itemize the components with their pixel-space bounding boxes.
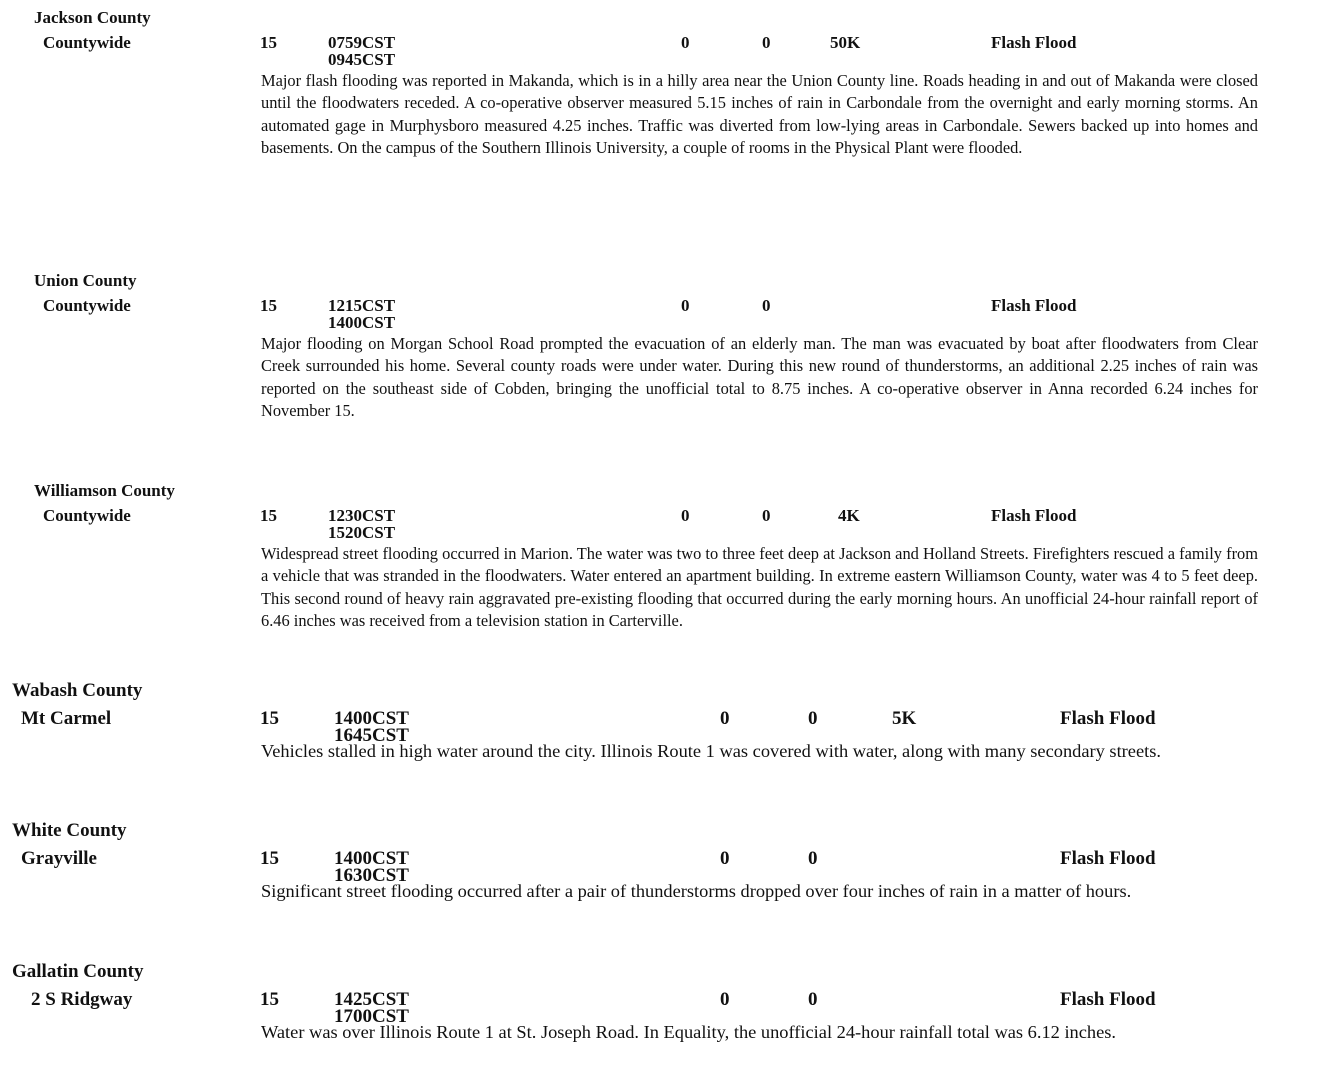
event-type: Flash Flood — [1060, 708, 1156, 729]
event-end-time: 1700CST — [334, 1006, 409, 1027]
event-begin-time: 0759CST — [328, 33, 396, 52]
event-description: Major flooding on Morgan School Road prompted the evacuation of an elderly man. The man was evacuated by boat after floodwaters from Clear Creek surrounded his home. Several county roads were under water. During this new round of thunderstorms, an additional 2.25 inches of rain was reported on the southeast side of Cobden, bringing the unofficial total to 8.75 inches. A co-operative observer in Anna recorded 6.24 inches for November 15. — [261, 334, 1258, 421]
event-description: Significant street flooding occurred after a pair of thunderstorms dropped over four inches of rain in a matter of hours. — [261, 881, 1132, 901]
event-end-time: 1400CST — [328, 313, 396, 332]
event-end-time: 0945CST — [328, 50, 396, 69]
storm-event-white — [0, 821, 1328, 916]
event-location: Mt Carmel — [21, 708, 112, 729]
event-type: Flash Flood — [1060, 848, 1156, 869]
event-deaths: 0 — [762, 506, 771, 525]
event-day: 15 — [260, 848, 279, 869]
event-injuries: 0 — [720, 708, 730, 729]
event-injuries: 0 — [681, 296, 690, 315]
event-end-time: 1645CST — [334, 725, 409, 746]
storm-event-union — [0, 272, 1328, 422]
event-injuries: 0 — [681, 506, 690, 525]
event-deaths: 0 — [808, 989, 818, 1010]
event-description: Major flash flooding was reported in Makanda, which is in a hilly area near the Union County line. Roads heading in and out of Makanda were closed until the floodwaters receded. A co-operative observer measured 5.15 inches of rain in Carbondale from the overnight and early morning storms. An automated gage in Murphysboro measured 4.25 inches. Traffic was diverted from low-lying areas in Carbondale. Sewers backed up into homes and basements. On the campus of the Southern Illinois University, a couple of rooms in the Physical Plant were flooded. — [261, 71, 1258, 158]
event-county: White County — [12, 820, 127, 841]
storm-event-jackson — [0, 9, 1328, 184]
event-day: 15 — [260, 296, 277, 315]
event-type: Flash Flood — [991, 506, 1077, 525]
event-begin-time: 1215CST — [328, 296, 396, 315]
event-day: 15 — [260, 33, 277, 52]
storm-event-gallatin — [0, 962, 1328, 1057]
event-day: 15 — [260, 989, 279, 1010]
event-county: Union County — [34, 271, 137, 290]
event-deaths: 0 — [762, 33, 771, 52]
storm-event-wabash — [0, 681, 1328, 776]
event-county: Jackson County — [34, 8, 151, 27]
event-deaths: 0 — [762, 296, 771, 315]
event-location: Grayville — [21, 848, 97, 869]
event-day: 15 — [260, 506, 277, 525]
event-begin-time: 1400CST — [334, 708, 409, 729]
event-type: Flash Flood — [991, 296, 1077, 315]
event-end-time: 1520CST — [328, 523, 396, 542]
event-damage: 4K — [838, 506, 860, 525]
event-description: Widespread street flooding occurred in Marion. The water was two to three feet deep at Jackson and Holland Streets. Firefighters rescued a family from a vehicle that was stranded in the floodwaters. Water entered an apartment building. In extreme eastern Williamson County, water was 4 to 5 feet deep. This second round of heavy rain aggravated pre-existing flooding that occurred during the early morning hours. An unofficial 24-hour rainfall report of 6.46 inches was received from a television station in Carterville. — [261, 544, 1258, 631]
event-begin-time: 1230CST — [328, 506, 396, 525]
event-injuries: 0 — [720, 848, 730, 869]
event-location: Countywide — [43, 296, 131, 315]
event-end-time: 1630CST — [334, 865, 409, 886]
event-damage: 5K — [892, 708, 917, 729]
event-location: Countywide — [43, 33, 131, 52]
event-begin-time: 1425CST — [334, 989, 409, 1010]
event-damage: 50K — [830, 33, 861, 52]
event-day: 15 — [260, 708, 279, 729]
event-deaths: 0 — [808, 708, 818, 729]
event-injuries: 0 — [681, 33, 690, 52]
event-location: 2 S Ridgway — [31, 989, 133, 1010]
event-type: Flash Flood — [1060, 989, 1156, 1010]
storm-event-williamson — [0, 482, 1328, 657]
event-county: Williamson County — [34, 481, 175, 500]
event-begin-time: 1400CST — [334, 848, 409, 869]
event-description: Water was over Illinois Route 1 at St. Joseph Road. In Equality, the unofficial 24-hour rainfall total was 6.12 inches. — [261, 1022, 1117, 1042]
event-type: Flash Flood — [991, 33, 1077, 52]
event-deaths: 0 — [808, 848, 818, 869]
event-description: Vehicles stalled in high water around the city. Illinois Route 1 was covered with water, along with many secondary streets. — [261, 741, 1161, 761]
event-location: Countywide — [43, 506, 131, 525]
event-injuries: 0 — [720, 989, 730, 1010]
event-county: Wabash County — [12, 680, 143, 701]
event-county: Gallatin County — [12, 961, 144, 982]
